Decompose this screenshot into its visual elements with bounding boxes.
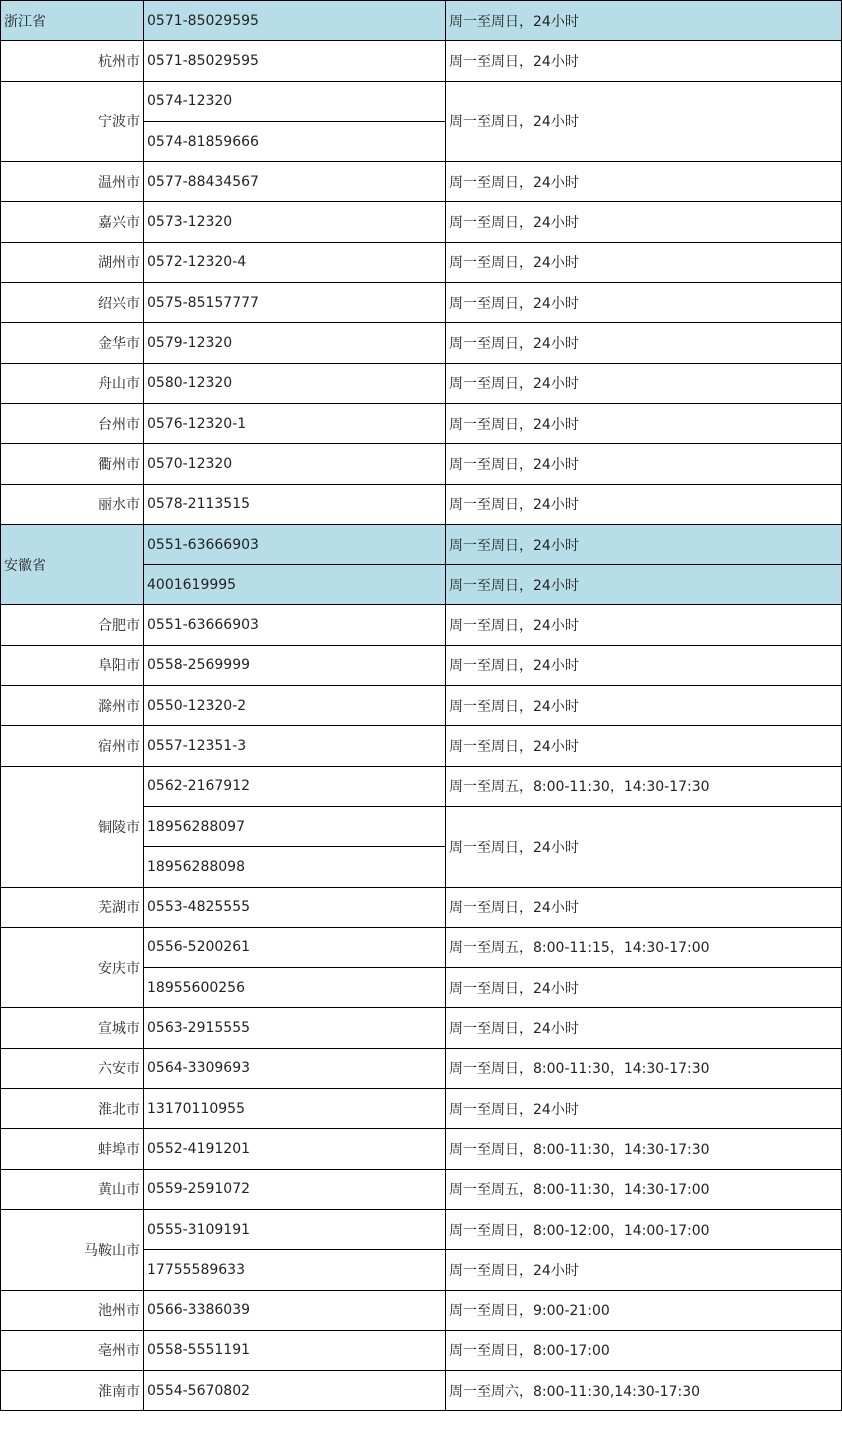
service-hours-cell: 周一至周日，24小时 (446, 323, 842, 363)
city-row (1, 283, 842, 323)
service-hours-cell: 周一至周日，24小时 (446, 726, 842, 766)
city-row (1, 1290, 842, 1330)
city-name-cell: 绍兴市 (1, 283, 144, 323)
phone-cell: 0564-3309693 (144, 1048, 446, 1088)
service-hours-cell: 周一至周日，24小时 (446, 202, 842, 242)
phone-cell: 18956288097 (144, 806, 446, 846)
city-row (1, 81, 842, 121)
service-hours-cell: 周一至周日，8:00-17:00 (446, 1330, 842, 1370)
phone-cell: 18955600256 (144, 968, 446, 1008)
city-row (1, 484, 842, 524)
city-row (1, 1048, 842, 1088)
service-hours-cell: 周一至周日，24小时 (446, 806, 842, 887)
service-hours-cell: 周一至周日，8:00-11:30，14:30-17:30 (446, 1048, 842, 1088)
service-hours-cell: 周一至周日，24小时 (446, 605, 842, 645)
city-row (1, 1330, 842, 1370)
city-name-cell: 马鞍山市 (1, 1209, 144, 1290)
city-row (1, 887, 842, 927)
phone-cell: 0571-85029595 (144, 41, 446, 81)
city-name-cell: 台州市 (1, 403, 144, 443)
service-hours-cell: 周一至周五，8:00-11:30，14:30-17:00 (446, 1169, 842, 1209)
service-hours-cell: 周一至周五，8:00-11:30，14:30-17:30 (446, 766, 842, 806)
phone-cell: 4001619995 (144, 565, 446, 605)
city-name-cell: 蚌埠市 (1, 1129, 144, 1169)
service-hours-cell: 周一至周日，24小时 (446, 363, 842, 403)
city-name-cell: 衢州市 (1, 444, 144, 484)
city-row (1, 242, 842, 282)
phone-cell: 18956288098 (144, 847, 446, 887)
city-row (1, 162, 842, 202)
phone-cell: 0576-12320-1 (144, 403, 446, 443)
phone-cell: 0570-12320 (144, 444, 446, 484)
phone-cell: 0577-88434567 (144, 162, 446, 202)
city-name-cell: 宣城市 (1, 1008, 144, 1048)
service-hours-cell: 周一至周日，24小时 (446, 41, 842, 81)
phone-cell: 0574-81859666 (144, 121, 446, 161)
city-name-cell: 合肥市 (1, 605, 144, 645)
city-name-cell: 亳州市 (1, 1330, 144, 1370)
city-name-cell: 杭州市 (1, 41, 144, 81)
phone-cell: 0553-4825555 (144, 887, 446, 927)
city-row (1, 1129, 842, 1169)
service-hours-cell: 周一至周五，8:00-11:15，14:30-17:00 (446, 927, 842, 967)
service-hours-cell: 周一至周日，8:00-12:00，14:00-17:00 (446, 1209, 842, 1249)
phone-cell: 0571-85029595 (144, 1, 446, 41)
city-name-cell: 湖州市 (1, 242, 144, 282)
city-name-cell: 金华市 (1, 323, 144, 363)
phone-cell: 0579-12320 (144, 323, 446, 363)
city-row (1, 403, 842, 443)
service-hours-cell: 周一至周日，24小时 (446, 968, 842, 1008)
phone-cell: 0558-2569999 (144, 645, 446, 685)
city-row (1, 1169, 842, 1209)
city-row (1, 1008, 842, 1048)
city-row (1, 41, 842, 81)
city-row (1, 323, 842, 363)
city-name-cell: 阜阳市 (1, 645, 144, 685)
service-hours-cell: 周一至周六，8:00-11:30,14:30-17:30 (446, 1371, 842, 1411)
service-hours-cell: 周一至周日，24小时 (446, 887, 842, 927)
city-row (1, 1089, 842, 1129)
city-row (1, 605, 842, 645)
city-name-cell: 丽水市 (1, 484, 144, 524)
city-row (1, 927, 842, 967)
service-hours-cell: 周一至周日，8:00-11:30，14:30-17:30 (446, 1129, 842, 1169)
city-name-cell: 芜湖市 (1, 887, 144, 927)
phone-cell: 0552-4191201 (144, 1129, 446, 1169)
service-hours-cell: 周一至周日，24小时 (446, 283, 842, 323)
phone-cell: 0551-63666903 (144, 605, 446, 645)
city-name-cell: 温州市 (1, 162, 144, 202)
service-hours-cell: 周一至周日，24小时 (446, 444, 842, 484)
city-name-cell: 嘉兴市 (1, 202, 144, 242)
service-hours-cell: 周一至周日，24小时 (446, 645, 842, 685)
service-hours-cell: 周一至周日，24小时 (446, 1008, 842, 1048)
province-name-cell: 浙江省 (1, 1, 144, 41)
city-name-cell: 黄山市 (1, 1169, 144, 1209)
phone-cell: 0566-3386039 (144, 1290, 446, 1330)
service-hours-cell: 周一至周日，24小时 (446, 565, 842, 605)
service-hours-cell: 周一至周日，24小时 (446, 484, 842, 524)
service-hours-cell: 周一至周日，24小时 (446, 1, 842, 41)
service-hours-cell: 周一至周日，24小时 (446, 162, 842, 202)
service-hours-cell: 周一至周日，24小时 (446, 242, 842, 282)
city-row (1, 1209, 842, 1249)
service-hours-cell: 周一至周日，24小时 (446, 1250, 842, 1290)
city-row (1, 766, 842, 806)
city-row (1, 686, 842, 726)
service-hours-cell: 周一至周日，24小时 (446, 524, 842, 564)
service-hours-cell: 周一至周日，9:00-21:00 (446, 1290, 842, 1330)
city-name-cell: 池州市 (1, 1290, 144, 1330)
phone-cell: 13170110955 (144, 1089, 446, 1129)
phone-cell: 0578-2113515 (144, 484, 446, 524)
phone-cell: 0557-12351-3 (144, 726, 446, 766)
phone-cell: 0573-12320 (144, 202, 446, 242)
province-name-cell: 安徽省 (1, 524, 144, 605)
city-row (1, 1371, 842, 1411)
city-row (1, 645, 842, 685)
phone-cell: 0550-12320-2 (144, 686, 446, 726)
phone-cell: 0558-5551191 (144, 1330, 446, 1370)
phone-cell: 17755589633 (144, 1250, 446, 1290)
city-name-cell: 宁波市 (1, 81, 144, 162)
service-hours-cell: 周一至周日，24小时 (446, 403, 842, 443)
city-name-cell: 淮北市 (1, 1089, 144, 1129)
phone-cell: 0563-2915555 (144, 1008, 446, 1048)
phone-cell: 0562-2167912 (144, 766, 446, 806)
phone-cell: 0555-3109191 (144, 1209, 446, 1249)
phone-cell: 0575-85157777 (144, 283, 446, 323)
service-hours-cell: 周一至周日，24小时 (446, 686, 842, 726)
province-row (1, 524, 842, 564)
phone-cell: 0580-12320 (144, 363, 446, 403)
phone-cell: 0556-5200261 (144, 927, 446, 967)
phone-cell: 0574-12320 (144, 81, 446, 121)
phone-cell: 0554-5670802 (144, 1371, 446, 1411)
phone-cell: 0572-12320-4 (144, 242, 446, 282)
phone-cell: 0551-63666903 (144, 524, 446, 564)
province-row (1, 1, 842, 41)
service-hours-cell: 周一至周日，24小时 (446, 1089, 842, 1129)
service-hours-cell: 周一至周日，24小时 (446, 81, 842, 162)
city-name-cell: 六安市 (1, 1048, 144, 1088)
city-row (1, 444, 842, 484)
city-name-cell: 安庆市 (1, 927, 144, 1008)
city-row (1, 363, 842, 403)
city-name-cell: 铜陵市 (1, 766, 144, 887)
city-name-cell: 舟山市 (1, 363, 144, 403)
city-name-cell: 淮南市 (1, 1371, 144, 1411)
city-name-cell: 宿州市 (1, 726, 144, 766)
city-row (1, 202, 842, 242)
city-name-cell: 滁州市 (1, 686, 144, 726)
hotline-table-body (1, 1, 842, 1411)
city-row (1, 726, 842, 766)
phone-cell: 0559-2591072 (144, 1169, 446, 1209)
